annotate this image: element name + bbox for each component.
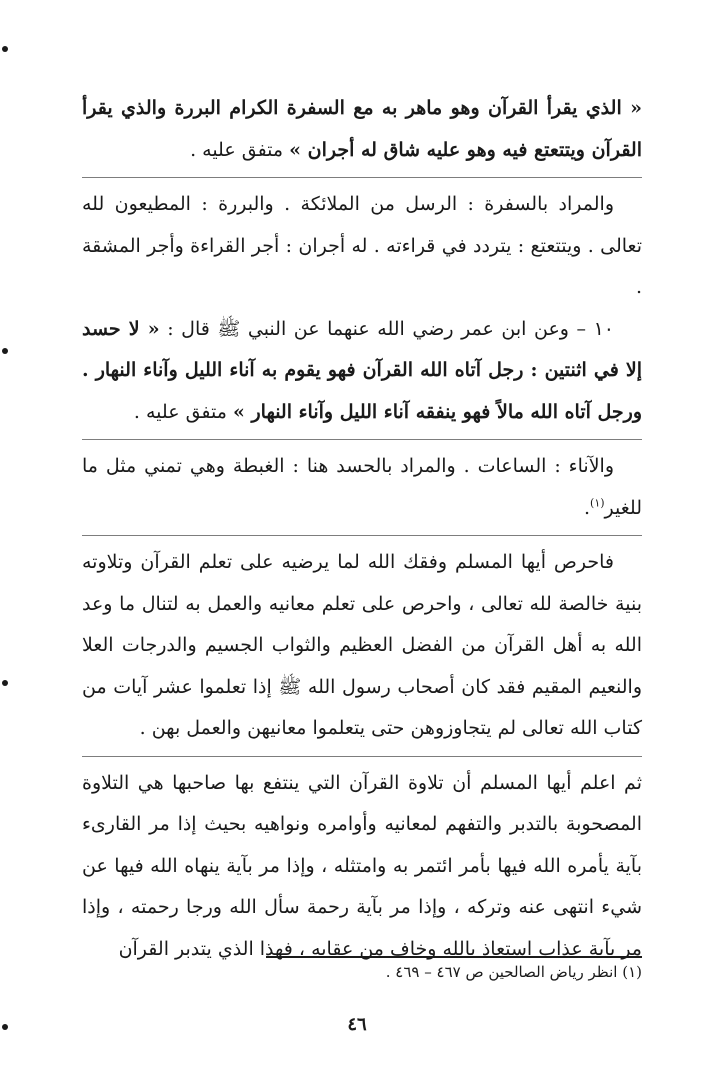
- explanation-text: والآناء : الساعات . والمراد بالحسد هنا : الغبطة وهي تمني مثل ما للغير: [82, 455, 642, 519]
- narration-intro: ١٠ – وعن ابن عمر رضي الله عنهما عن النبي ﷺ قال :: [159, 317, 615, 340]
- binding-hole-mark: [2, 680, 8, 686]
- hadith-source: متفق عليه .: [133, 400, 233, 423]
- hadith-source: متفق عليه .: [190, 138, 290, 161]
- paragraph: [82, 446, 642, 529]
- paragraph: [82, 184, 642, 309]
- punctuation: .: [583, 496, 591, 519]
- paragraph-divider: [82, 535, 642, 536]
- binding-hole-mark: [2, 1024, 8, 1030]
- paragraph: [82, 763, 642, 971]
- paragraph: [82, 309, 642, 434]
- body-text: ثم اعلم أيها المسلم أن تلاوة القرآن التي ينتفع بها صاحبها هي التلاوة المصحوبة بالتدبر والتفهم لمعانيه وأوامره ونواهيه بحيث إذا مر القارىء بآية يأمره الله فيها بأمر ائتمر به وامتثله ، وإذا مر بآية ينهاه الله فيها عن شيء انتهى عنه وتركه ، وإذا مر بآية رحمة سأل الله ورجا رحمته ، وإذا مر بآية عذاب استعاذ بالله وخاف من عقابه ، فهذا الذي يتدبر القرآن: [82, 771, 642, 960]
- paragraph-divider: [82, 439, 642, 440]
- paragraph-divider: [82, 756, 642, 757]
- footnote-marker: (١): [590, 496, 605, 510]
- binding-hole-mark: [2, 348, 8, 354]
- page-body: [82, 88, 642, 970]
- explanation-text: والمراد بالسفرة : الرسل من الملائكة . والبررة : المطيعون لله تعالى . ويتتعتع : يتردد في قراءته . له أجران : أجر القراءة وأجر المشقة .: [82, 193, 642, 298]
- page-number: ٤٦: [347, 1014, 367, 1035]
- paragraph: [82, 88, 642, 171]
- hadith-text: « الذي يقرأ القرآن وهو ماهر به مع السفرة الكرام البررة والذي يقرأ القرآن ويتتعتع فيه وهو عليه شاق له أجران »: [82, 97, 642, 161]
- hadith-text: « لا حسد إلا في اثنتين : رجل آتاه الله القرآن فهو يقوم به آناء الليل وآناء النهار . ورجل آتاه الله مالاً فهو ينفقه آناء الليل وآناء النهار »: [82, 317, 642, 423]
- body-text: فاحرص أيها المسلم وفقك الله لما يرضيه على تعلم القرآن وتلاوته بنية خالصة لله تعالى ، واحرص على تعلم معانيه والعمل به لتنال ما وعد الله به أهل القرآن من الفضل العظيم والثواب الجسيم والدرجات العلا والنعيم المقيم فقد كان أصحاب رسول الله ﷺ إذا تعلموا عشر آيات من كتاب الله تعالى لم يتجاوزوهن حتى يتعلموا معانيهن والعمل بهن .: [82, 551, 642, 739]
- footnote-rule: [266, 956, 642, 958]
- paragraph: [82, 542, 642, 750]
- binding-hole-mark: [2, 46, 8, 52]
- footnote: (١) انظر رياض الصالحين ص ٤٦٧ – ٤٦٩ .: [385, 963, 642, 981]
- paragraph-divider: [82, 177, 642, 178]
